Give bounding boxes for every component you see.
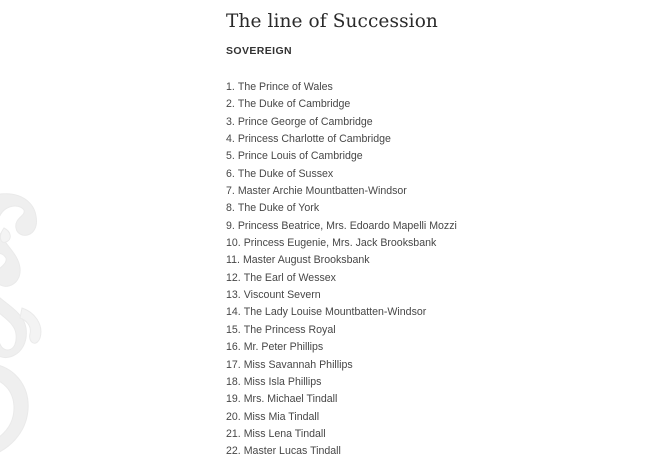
list-item-name: The Prince of Wales bbox=[237, 81, 333, 93]
list-item-number: 7. bbox=[226, 185, 235, 198]
list-item-name: Master Archie Mountbatten-Windsor bbox=[237, 185, 407, 198]
list-item-name: Master Lucas Tindall bbox=[243, 445, 341, 458]
list-item-name: Miss Lena Tindall bbox=[243, 427, 326, 440]
list-item bbox=[226, 96, 457, 113]
list-item bbox=[226, 443, 457, 460]
list-item-name: Miss Savannah Phillips bbox=[243, 358, 353, 371]
list-item bbox=[226, 426, 457, 443]
list-item-name: The Duke of York bbox=[237, 202, 320, 215]
list-item-number: 21. bbox=[226, 427, 241, 440]
list-item-number: 13. bbox=[226, 289, 241, 302]
succession-content bbox=[226, 10, 626, 458]
succession-list bbox=[226, 79, 457, 461]
list-item-name: Mr. Peter Phillips bbox=[243, 341, 324, 354]
list-item-number: 2. bbox=[226, 98, 235, 111]
list-item bbox=[226, 357, 457, 374]
list-item-number: 14. bbox=[226, 306, 241, 319]
list-item-number: 8. bbox=[226, 202, 235, 215]
list-item-name: Princess Beatrice, Mrs. Edoardo Mapelli Mozzi bbox=[237, 219, 457, 232]
list-item bbox=[226, 252, 457, 269]
list-item bbox=[226, 131, 457, 148]
list-item-number: 4. bbox=[226, 133, 235, 146]
list-item bbox=[226, 183, 457, 200]
list-item-number: 11. bbox=[226, 254, 240, 267]
list-item bbox=[226, 339, 457, 356]
list-item-number: 19. bbox=[226, 393, 241, 406]
list-item-name: Princess Eugenie, Mrs. Jack Brooksbank bbox=[243, 237, 437, 250]
list-item bbox=[226, 114, 457, 131]
list-item-number: 12. bbox=[226, 271, 241, 284]
list-item-number: 3. bbox=[226, 115, 235, 128]
list-item-name: The Earl of Wessex bbox=[243, 271, 336, 284]
list-item bbox=[226, 322, 457, 339]
list-item-name: The Duke of Cambridge bbox=[237, 98, 351, 111]
list-item-name: The Duke of Sussex bbox=[237, 167, 334, 180]
list-item bbox=[226, 218, 457, 235]
list-item-name: The Princess Royal bbox=[243, 323, 336, 336]
list-item bbox=[226, 409, 457, 426]
list-item-number: 18. bbox=[226, 375, 241, 388]
list-item-name: Prince George of Cambridge bbox=[237, 115, 373, 128]
list-item bbox=[226, 166, 457, 183]
list-item bbox=[226, 270, 457, 287]
list-item-number: 5. bbox=[226, 150, 235, 163]
list-item-name: Mrs. Michael Tindall bbox=[243, 393, 338, 406]
list-item bbox=[226, 235, 457, 252]
page-title: The line of Succession bbox=[226, 11, 438, 32]
list-item-name: Miss Isla Phillips bbox=[243, 375, 322, 388]
list-item-number: 6. bbox=[226, 167, 235, 180]
section-subtitle: SOVEREIGN bbox=[226, 45, 293, 57]
list-item-number: 1. bbox=[226, 81, 235, 93]
list-item-number: 15. bbox=[226, 323, 241, 336]
list-item bbox=[226, 287, 457, 304]
list-item-name: The Lady Louise Mountbatten-Windsor bbox=[243, 306, 427, 319]
list-item-name: Princess Charlotte of Cambridge bbox=[237, 133, 391, 146]
list-item bbox=[226, 304, 457, 321]
list-item-number: 22. bbox=[226, 445, 241, 458]
list-item-number: 17. bbox=[226, 358, 241, 371]
list-item-name: Miss Mia Tindall bbox=[243, 410, 320, 423]
list-item bbox=[226, 200, 457, 217]
list-item-name: Prince Louis of Cambridge bbox=[237, 150, 363, 163]
list-item-number: 16. bbox=[226, 341, 241, 354]
list-item bbox=[226, 374, 457, 391]
list-item bbox=[226, 148, 457, 165]
list-item-number: 10. bbox=[226, 237, 241, 250]
list-item-name: Viscount Severn bbox=[243, 289, 321, 302]
heraldic-lion-icon bbox=[0, 188, 50, 458]
list-item-number: 20. bbox=[226, 410, 241, 423]
list-item bbox=[226, 79, 457, 96]
list-item-number: 9. bbox=[226, 219, 235, 232]
list-item-name: Master August Brooksbank bbox=[242, 254, 370, 267]
list-item bbox=[226, 391, 457, 408]
